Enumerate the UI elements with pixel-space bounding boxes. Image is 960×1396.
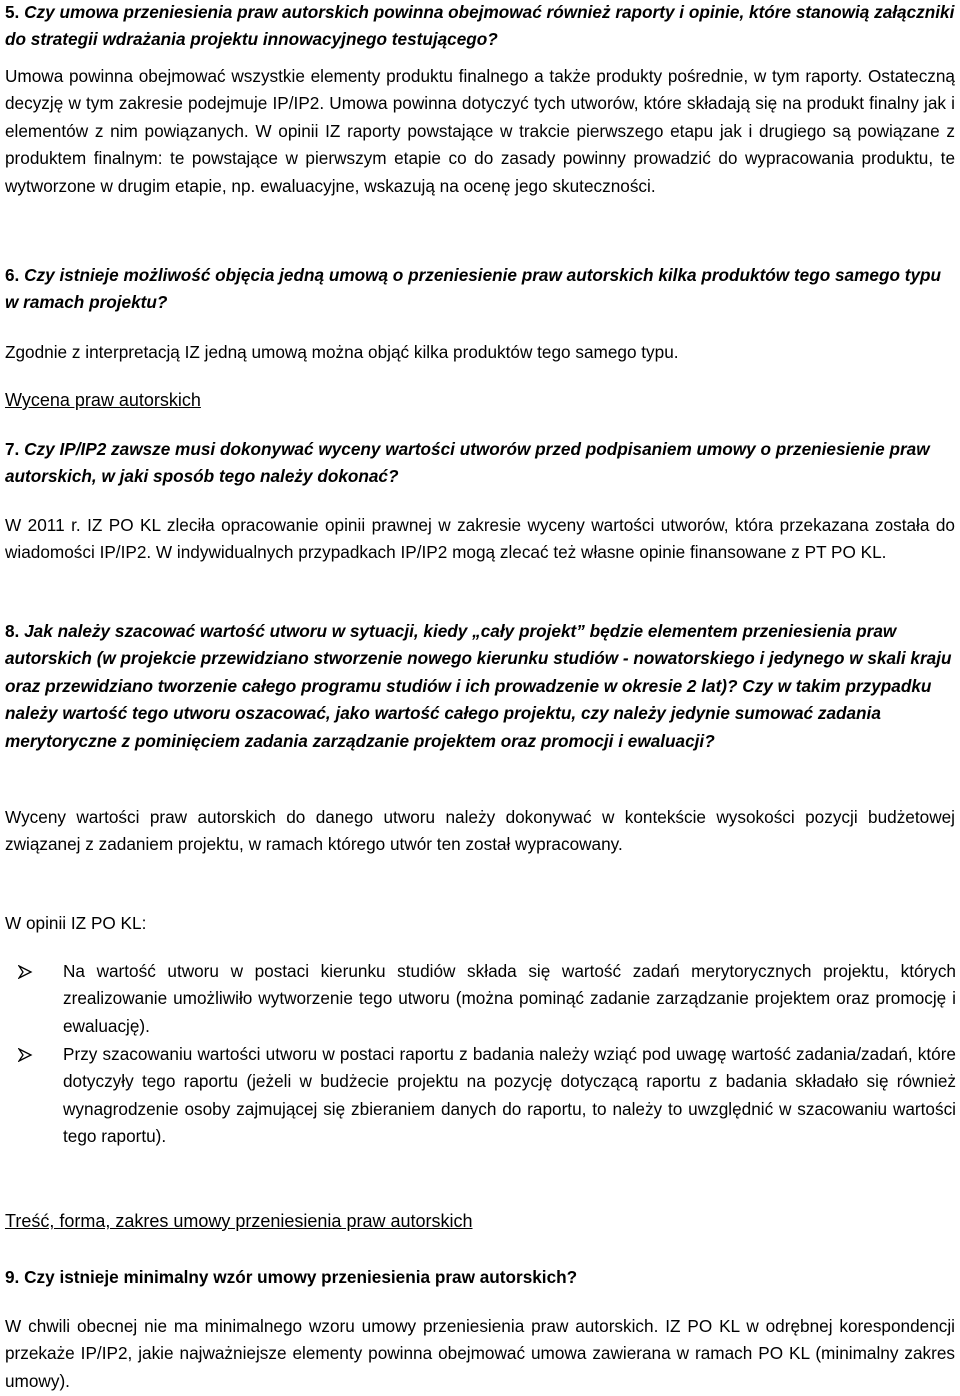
question-number: 6.: [5, 265, 20, 285]
section-heading-valuation: Wycena praw autorskich: [5, 390, 201, 410]
question-text: Czy IP/IP2 zawsze musi dokonywać wyceny wartości utworów przed podpisaniem umowy o przeniesienie praw autorskich, w jaki sposób tego należy dokonać?: [5, 439, 930, 487]
question-number: 7.: [5, 439, 20, 459]
answer-8: Wyceny wartości praw autorskich do danego utworu należy dokonywać w kontekście wysokości pozycji budżetowej związanej z zadaniem projektu, w ramach którego utwór ten został wypracowany.: [5, 807, 955, 855]
answer-6: Zgodnie z interpretacją IZ jedną umową można objąć kilka produktów tego samego typu.: [5, 342, 679, 362]
opinion-intro: W opinii IZ PO KL:: [5, 913, 147, 933]
bullet-item: [18, 958, 956, 1040]
answer-5: Umowa powinna obejmować wszystkie elementy produktu finalnego a także produkty pośrednie, w tym raporty. Ostateczną decyzję w tym zakresie podejmuje IP/IP2. Umowa powinna dotyczyć tych utworów, które składają się na produkt finalny jak i elementów z nim powiązanych. W opinii IZ raporty powstające w trakcie pierwszego etapu jak i drugiego są powiązane z produktem finalnym: te powstające w pierwszym etapie co do zasady powinny prowadzić do wypracowania produktu, te wytworzone w drugim etapie, np. ewaluacyjne, wskazują na ocenę jego skuteczności.: [5, 66, 955, 196]
question-7: [5, 436, 955, 491]
question-text: Czy umowa przeniesienia praw autorskich powinna obejmować również raporty i opinie, które stanowią załączniki do strategii wdrażania projektu innowacyjnego testującego?: [5, 2, 955, 50]
question-text: Czy istnieje możliwość objęcia jedną umową o przeniesienie praw autorskich kilka produktów tego samego typu w ramach projektu?: [5, 265, 942, 313]
bullet-text: Na wartość utworu w postaci kierunku studiów składa się wartość zadań merytorycznych projektu, których zrealizowanie umożliwiło wytworzenie tego utworu (można pominąć zadanie zarządzanie projektem oraz promocję i ewaluację).: [63, 961, 956, 1036]
question-5: [5, 0, 955, 54]
bullet-item: [18, 1041, 956, 1151]
question-number: 8.: [5, 621, 20, 641]
question-9: [5, 1264, 955, 1291]
answer-9: W chwili obecnej nie ma minimalnego wzoru umowy przeniesienia praw autorskich. IZ PO KL w odrębnej korespondencji przekaże IP/IP2, jakie najważniejsze elementy powinna obejmować umowa zawierana w ramach PO KL (minimalny zakres umowy).: [5, 1316, 955, 1391]
question-text: Czy istnieje minimalny wzór umowy przeniesienia praw autorskich?: [24, 1267, 578, 1287]
question-8: [5, 618, 955, 755]
bullet-text: Przy szacowaniu wartości utworu w postaci raportu z badania należy wziąć pod uwagę wartość zadania/zadań, które dotyczyły tego raportu (jeżeli w budżecie projektu na pozycję dotyczącą raportu z badania składało się również wynagrodzenie osoby zajmującej się zbieraniem danych do raportu, to należy to uwzględnić w szacowaniu wartości tego raportu).: [63, 1044, 956, 1147]
answer-7: W 2011 r. IZ PO KL zleciła opracowanie opinii prawnej w zakresie wyceny wartości utworów, która przekazana została do wiadomości IP/IP2. W indywidualnych przypadkach IP/IP2 mogą zlecać też własne opinie finansowane z PT PO KL.: [5, 515, 955, 563]
arrow-bullet-icon: [18, 1041, 38, 1062]
section-heading-contract: Treść, forma, zakres umowy przeniesienia praw autorskich: [5, 1211, 473, 1231]
question-number: 9.: [5, 1267, 20, 1287]
question-6: [5, 262, 955, 317]
arrow-bullet-icon: [18, 958, 38, 979]
question-number: 5.: [5, 2, 20, 22]
question-text: Jak należy szacować wartość utworu w sytuacji, kiedy „cały projekt” będzie elementem przeniesienia praw autorskich (w projekcie przewidziano stworzenie nowego kierunku studiów - nowatorskiego i jedynego w skali kraju oraz przewidziano tworzenie całego programu studiów i ich prowadzenie w okresie 2 lat)? Czy w takim przypadku należy wartość tego utworu oszacować, jako wartość całego projektu, czy należy jedynie sumować zadania merytoryczne z pominięciem zadania zarządzanie projektem oraz promocji i ewaluacji?: [5, 621, 952, 751]
